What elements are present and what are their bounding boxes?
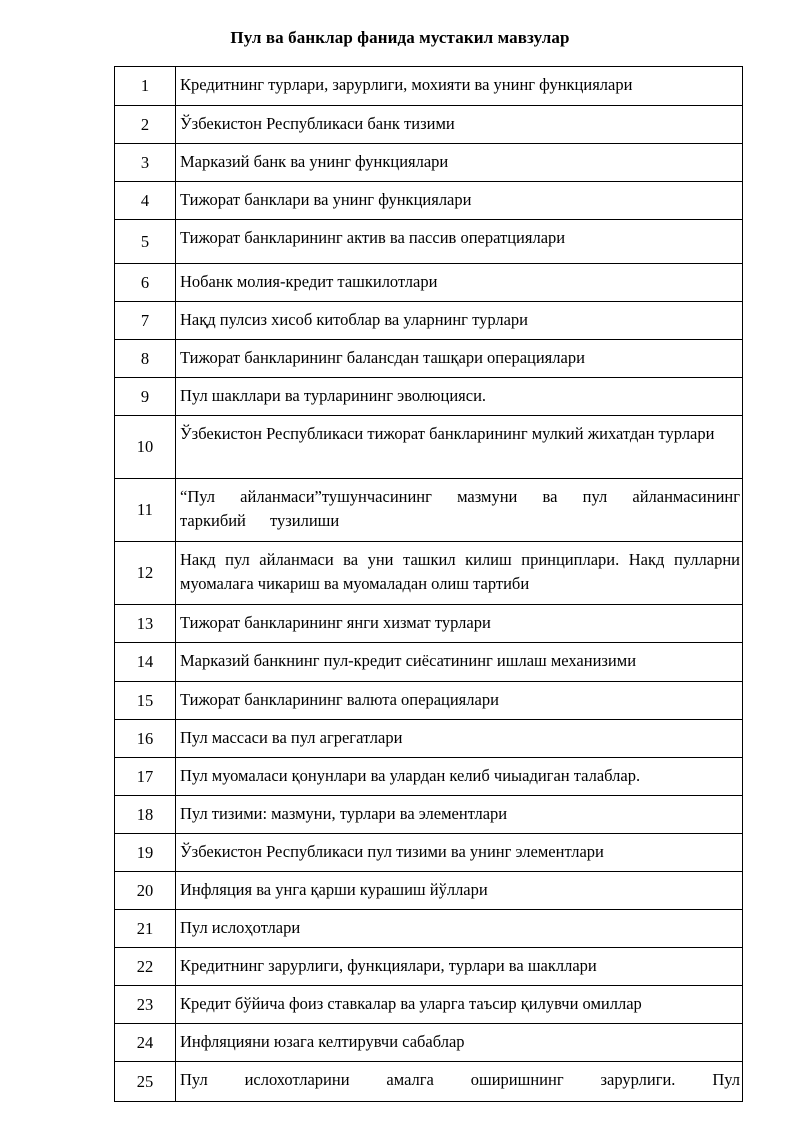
table-row	[115, 1024, 743, 1062]
row-number: 7	[115, 302, 176, 340]
table-row	[115, 720, 743, 758]
topic-text: Ўзбекистон Республикаси тижорат банкларининг мулкий жихатдан турлари	[176, 416, 743, 479]
row-number: 24	[115, 1024, 176, 1062]
document-title: Пул ва банклар фанида мустакил мавзулар	[230, 28, 570, 47]
topic-text: “Пул айланмаси”тушунчасининг мазмуни ва пул айланмасининг таркибий тузилиши	[176, 479, 743, 542]
table-row	[115, 758, 743, 796]
row-number: 23	[115, 986, 176, 1024]
row-number: 18	[115, 796, 176, 834]
topic-text: Пул ислоҳотлари	[176, 910, 743, 948]
row-number: 9	[115, 378, 176, 416]
topic-text: Пул муомаласи қонунлари ва улардан келиб чиыадиган талаблар.	[176, 758, 743, 796]
row-number: 5	[115, 220, 176, 264]
topic-text: Марказий банкнинг пул-кредит сиёсатининг ишлаш механизими	[176, 643, 743, 682]
row-number: 10	[115, 416, 176, 479]
topic-text: Инфляция ва унга қарши курашиш йўллари	[176, 872, 743, 910]
topic-text: Кредит бўйича фоиз ставкалар ва уларга таъсир қилувчи омиллар	[176, 986, 743, 1024]
row-number: 15	[115, 682, 176, 720]
row-number: 17	[115, 758, 176, 796]
row-number: 3	[115, 144, 176, 182]
topic-text: Пул шакллари ва турларининг эволюцияси.	[176, 378, 743, 416]
table-row	[115, 948, 743, 986]
topics-table	[114, 66, 743, 1102]
topic-text: Инфляцияни юзага келтирувчи сабаблар	[176, 1024, 743, 1062]
topic-text: Пул массаси ва пул агрегатлари	[176, 720, 743, 758]
table-row	[115, 378, 743, 416]
topic-text: Кредитнинг зарурлиги, функциялари, турлари ва шакллари	[176, 948, 743, 986]
table-row	[115, 682, 743, 720]
table-row	[115, 872, 743, 910]
table-row	[115, 834, 743, 872]
row-number: 11	[115, 479, 176, 542]
topic-text: Марказий банк ва унинг функциялари	[176, 144, 743, 182]
topic-text: Тижорат банкларининг валюта операциялари	[176, 682, 743, 720]
table-row	[115, 1062, 743, 1102]
table-row	[115, 605, 743, 643]
row-number: 1	[115, 67, 176, 106]
topic-text: Ўзбекистон Республикаси банк тизими	[176, 106, 743, 144]
topic-text: Тижорат банкларининг актив ва пассив оператциялари	[176, 220, 743, 264]
topic-text: Ўзбекистон Республикаси пул тизими ва унинг элементлари	[176, 834, 743, 872]
row-number: 25	[115, 1062, 176, 1102]
table-row	[115, 910, 743, 948]
table-row	[115, 796, 743, 834]
topic-text: Пул ислохотларини амалга оширишнинг зарурлиги. Пул	[176, 1062, 743, 1102]
table-row	[115, 542, 743, 605]
topic-text: Тижорат банклари ва унинг функциялари	[176, 182, 743, 220]
row-number: 13	[115, 605, 176, 643]
table-row	[115, 144, 743, 182]
topic-text: Пул тизими: мазмуни, турлари ва элементлари	[176, 796, 743, 834]
table-row	[115, 67, 743, 106]
topic-text: Кредитнинг турлари, зарурлиги, мохияти ва унинг функциялари	[176, 67, 743, 106]
row-number: 16	[115, 720, 176, 758]
table-row	[115, 479, 743, 542]
row-number: 6	[115, 264, 176, 302]
row-number: 2	[115, 106, 176, 144]
row-number: 8	[115, 340, 176, 378]
topic-text: Нобанк молия-кредит ташкилотлари	[176, 264, 743, 302]
table-row	[115, 643, 743, 682]
row-number: 20	[115, 872, 176, 910]
row-number: 22	[115, 948, 176, 986]
table-row	[115, 182, 743, 220]
row-number: 19	[115, 834, 176, 872]
topic-text: Тижорат банкларининг балансдан ташқари операциялари	[176, 340, 743, 378]
table-row	[115, 340, 743, 378]
row-number: 12	[115, 542, 176, 605]
topic-text: Тижорат банкларининг янги хизмат турлари	[176, 605, 743, 643]
table-row	[115, 302, 743, 340]
row-number: 4	[115, 182, 176, 220]
table-row	[115, 220, 743, 264]
table-row	[115, 264, 743, 302]
table-row	[115, 416, 743, 479]
topic-text: Нақд пулсиз хисоб китоблар ва уларнинг турлари	[176, 302, 743, 340]
table-row	[115, 106, 743, 144]
topic-text: Накд пул айланмаси ва уни ташкил килиш принциплари. Накд пулларни муомалага чикариш ва муомаладан олиш тартиби	[176, 542, 743, 605]
row-number: 21	[115, 910, 176, 948]
table-row	[115, 986, 743, 1024]
row-number: 14	[115, 643, 176, 682]
